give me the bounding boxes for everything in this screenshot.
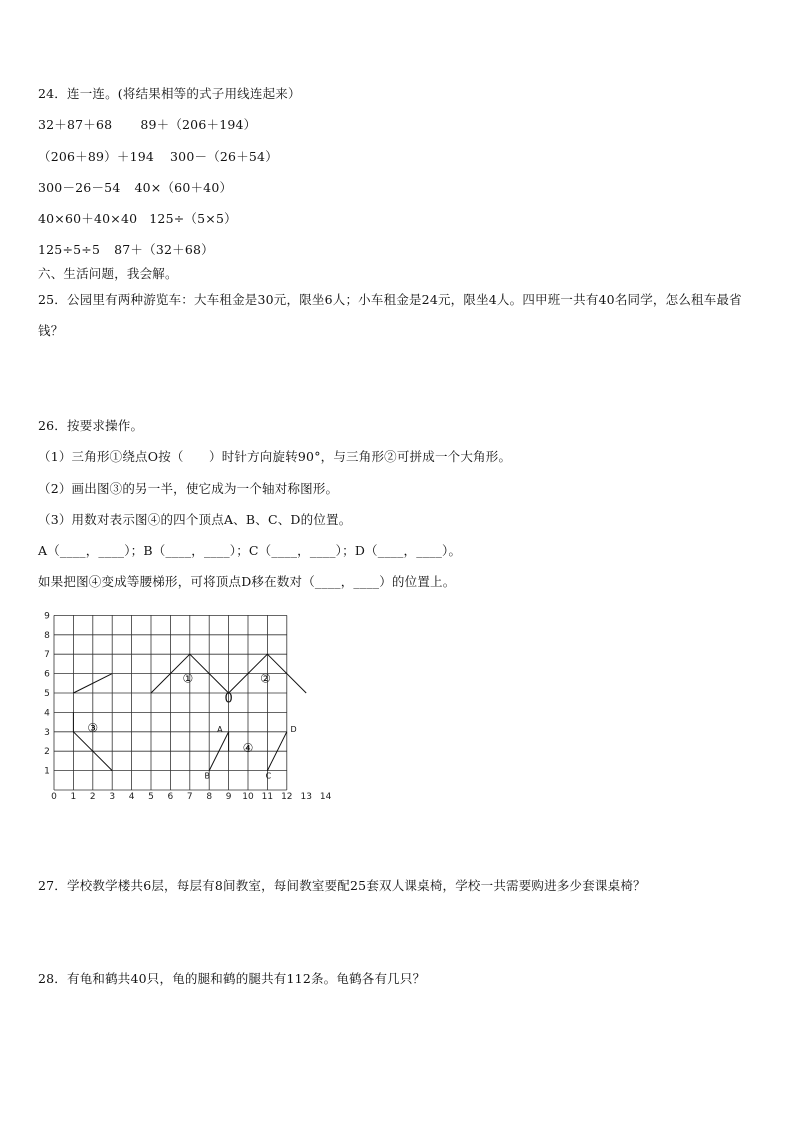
y-tick-label: 9 (44, 611, 50, 622)
x-tick-label: 3 (109, 792, 116, 802)
q24-title: 24．连一连。(将结果相等的式子用线连起来） (38, 86, 301, 101)
q25-text: 25．公园里有两种游览车：大车租金是30元，限坐6人；小车租金是24元，限坐4人。四甲班一共有40名同学，怎么租车最省钱？ (38, 292, 742, 338)
q24-row-1-left: 32＋87＋68 (38, 117, 113, 132)
y-tick-label: 3 (44, 727, 50, 738)
q24-row-4 (38, 209, 237, 227)
q24-row-5-right: 87＋（32＋68） (114, 242, 214, 257)
y-tick-label: 6 (44, 669, 50, 680)
q24-row-4-left: 40×60＋40×40 (38, 211, 138, 226)
x-tick-label: 9 (225, 792, 232, 802)
x-tick-label: 10 (242, 792, 254, 802)
x-tick-label: 1 (70, 792, 77, 802)
section6-title: 六、生活问题，我会解。 (38, 266, 178, 281)
x-tick-label: 14 (319, 792, 332, 802)
x-tick-label: 11 (261, 792, 274, 802)
coordinate-grid (30, 598, 332, 808)
q26-part1: （1）三角形①绕点O按（ ）时针方向旋转90°，与三角形②可拼成一个大角形。 (38, 449, 512, 464)
label-point-B: B (204, 771, 211, 781)
x-tick-label: 12 (281, 792, 293, 802)
label-point-A: A (217, 724, 223, 734)
q24-row-3-right: 40×（60＋40） (134, 180, 233, 195)
q27-text: 27．学校教学楼共6层，每层有8间教室，每间教室要配25套双人课桌椅，学校一共需要购进多少套课桌椅？ (38, 878, 646, 893)
y-tick-label: 4 (44, 708, 50, 719)
x-tick-label: 4 (128, 792, 135, 802)
q24-row-3 (38, 178, 232, 196)
label-shape-3: ③ (87, 720, 99, 735)
grid-lines (54, 615, 287, 790)
x-tick-label: 8 (206, 792, 213, 802)
label-shape-1: ① (182, 671, 194, 686)
q24-row-4-right: 125÷（5×5） (149, 211, 237, 226)
q24-row-2 (38, 147, 278, 165)
x-tick-label: 5 (148, 792, 154, 802)
q24-row-2-left: （206＋89）＋194 (38, 149, 155, 164)
label-shape-2: ② (260, 671, 271, 686)
y-tick-label: 2 (44, 747, 50, 758)
y-tick-label: 1 (44, 766, 50, 777)
grid-ticks (44, 611, 331, 802)
label-point-C: C (265, 771, 272, 781)
q24-row-5 (38, 240, 214, 258)
label-point-D: D (290, 724, 297, 734)
q26-part4-vertices: A（____，____）；B（____，____）；C（____，____）；D（____，____）。 (38, 543, 462, 558)
q24-row-5-left: 125÷5÷5 (38, 242, 101, 257)
y-tick-label: 7 (44, 650, 50, 661)
q24-row-3-left: 300－26－54 (38, 180, 121, 195)
x-tick-label: 7 (186, 792, 193, 802)
x-tick-label: 2 (89, 792, 96, 802)
q24-row-1 (38, 115, 256, 133)
q28-text: 28．有龟和鹤共40只，龟的腿和鹤的腿共有112条。龟鹤各有几只？ (38, 971, 426, 986)
grid-labels (87, 671, 296, 780)
label-shape-4: ④ (242, 741, 254, 756)
x-tick-label: 0 (51, 792, 57, 802)
q26-title: 26．按要求操作。 (38, 418, 144, 433)
y-tick-label: 5 (44, 689, 50, 699)
x-tick-label: 6 (167, 792, 174, 802)
y-tick-label: 8 (44, 630, 50, 641)
q24-row-2-right: 300－（26＋54） (170, 149, 278, 164)
x-tick-label: 13 (300, 792, 312, 802)
q24-row-1-right: 89＋（206＋194） (140, 117, 257, 132)
label-point-O: 0 (224, 691, 233, 707)
q26-part5-trapezoid: 如果把图④变成等腰梯形，可将顶点D移在数对（____，____）的位置上。 (38, 574, 456, 589)
q26-part2: （2）画出图③的另一半，使它成为一个轴对称图形。 (38, 481, 339, 496)
q26-part3: （3）用数对表示图④的四个顶点A、B、C、D的位置。 (38, 512, 352, 527)
